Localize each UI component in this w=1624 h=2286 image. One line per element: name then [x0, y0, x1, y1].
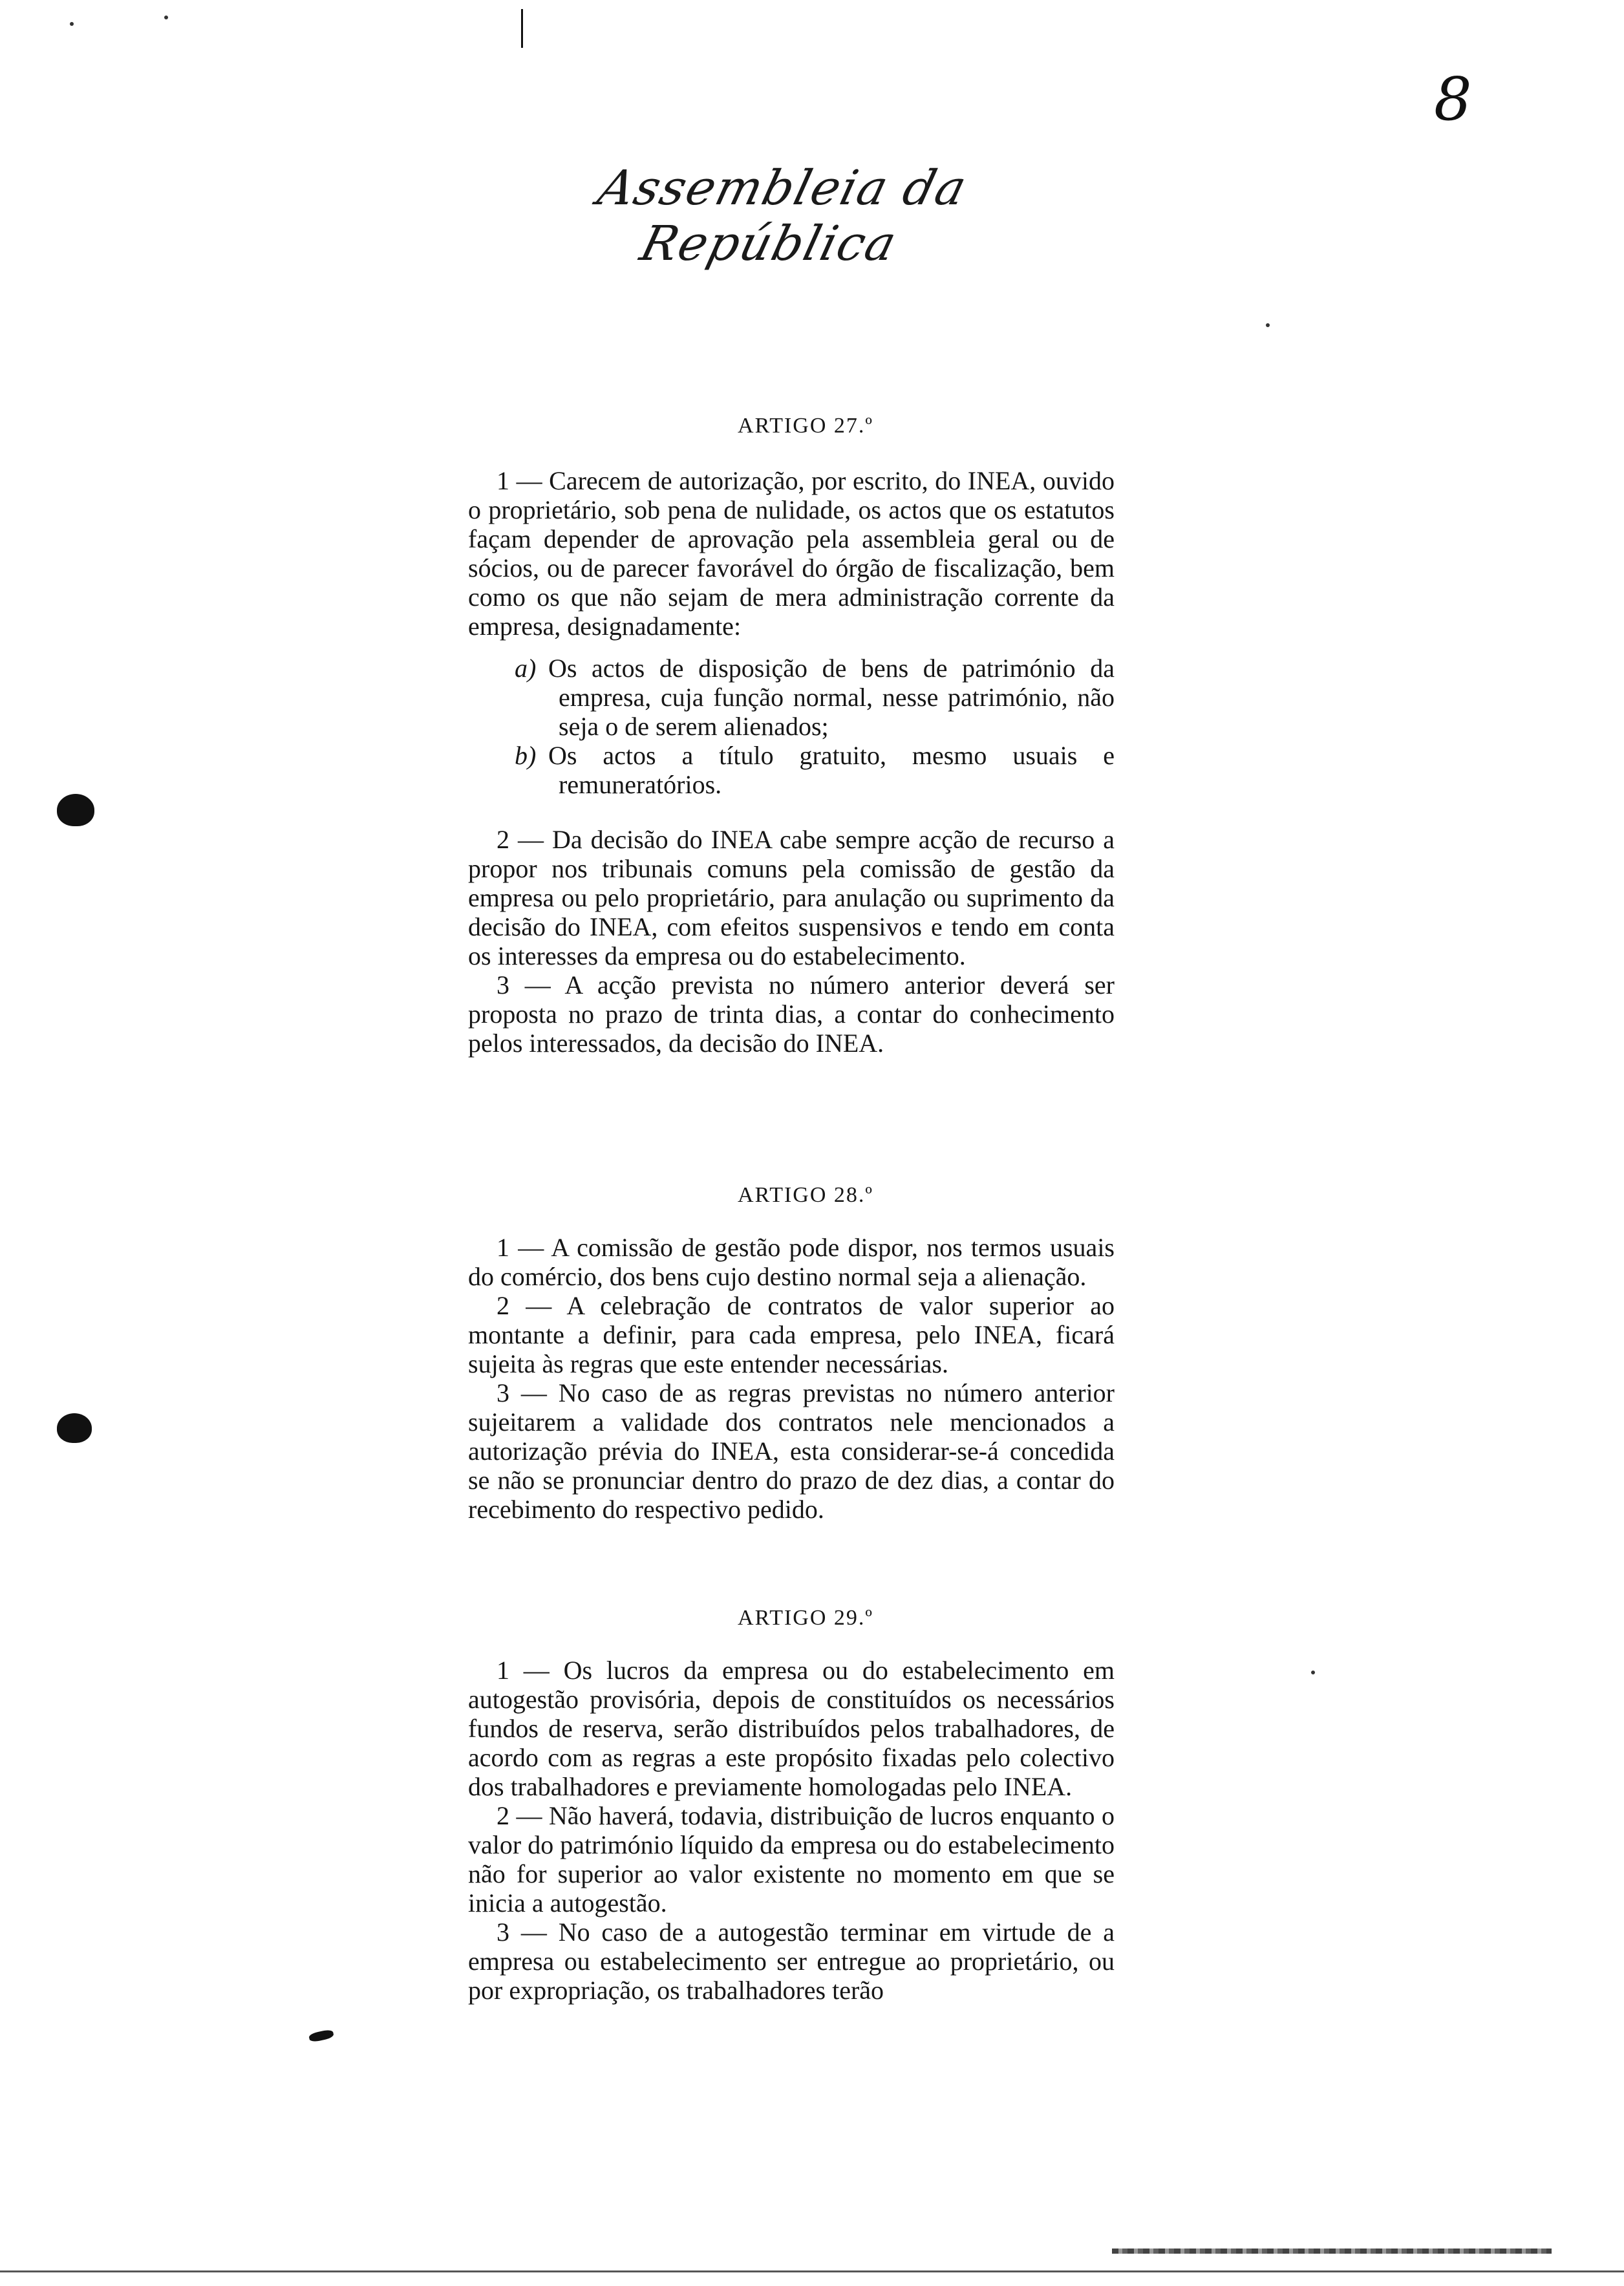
- list-item: [515, 654, 1115, 741]
- scan-noise-strip: [1112, 2249, 1552, 2254]
- article-27: [468, 411, 1115, 1058]
- paragraph: 2 — A celebração de contratos de valor superior ao montante a definir, para cada empresa, pelo INEA, ficará sujeita às regras que este entender necessárias.: [468, 1291, 1115, 1378]
- item-list: [468, 654, 1115, 799]
- article-heading: ARTIGO 29.º: [738, 1606, 873, 1630]
- article-29: [468, 1603, 1115, 2005]
- item-label: b): [515, 741, 537, 770]
- scan-dot: [1311, 1671, 1315, 1674]
- paragraph: 1 — Os lucros da empresa ou do estabelecimento em autogestão provisória, depois de constituídos os necessários fundos de reserva, serão distribuídos pelos trabalhadores, de acordo com as regras a este propósito fixadas pelo colectivo dos trabalhadores e previamente homologadas pelo INEA.: [468, 1656, 1115, 1801]
- paragraph: 2 — Da decisão do INEA cabe sempre acção de recurso a propor nos tribunais comuns pela comissão de gestão da empresa ou pelo proprietário, para anulação ou suprimento da decisão do INEA, com efeitos suspensivos e tendo em conta os interesses da empresa ou do estabelecimento.: [468, 825, 1115, 970]
- scan-dot: [70, 22, 74, 26]
- letterhead: Assembleia da República: [592, 160, 973, 272]
- article-heading: ARTIGO 28.º: [738, 1183, 873, 1207]
- paragraph: 2 — Não haverá, todavia, distribuição de lucros enquanto o valor do património líquido da empresa ou do estabelecimento não for superior ao valor existente no momento em que se inicia a autogestão.: [468, 1801, 1115, 1917]
- page-number: 8: [1434, 65, 1472, 134]
- paragraph: 3 — A acção prevista no número anterior deverá ser proposta no prazo de trinta dias, a contar do conhecimento pelos interessados, da decisão do INEA.: [468, 970, 1115, 1058]
- scan-mark: [521, 9, 523, 48]
- paragraph: 3 — No caso de a autogestão terminar em virtude de a empresa ou estabelecimento ser entregue ao proprietário, ou por expropriação, os trabalhadores terão: [468, 1917, 1115, 2005]
- scan-dot: [164, 16, 168, 19]
- paragraph: 1 — A comissão de gestão pode dispor, nos termos usuais do comércio, dos bens cujo destino normal seja a alienação.: [468, 1233, 1115, 1291]
- list-item: [515, 741, 1115, 799]
- item-label: a): [515, 654, 537, 683]
- item-text: Os actos de disposição de bens de património da empresa, cuja função normal, nesse património, não seja o de serem alienados;: [548, 654, 1115, 741]
- punch-hole-mark: [57, 794, 94, 826]
- paragraph: 3 — No caso de as regras previstas no número anterior sujeitarem a validade dos contratos nele mencionados a autorização prévia do INEA, esta considerar-se-á concedida se não se pronunciar dentro do prazo de dez dias, a contar do recebimento do respectivo pedido.: [468, 1378, 1115, 1524]
- scan-mark: [308, 2029, 334, 2043]
- paragraph: 1 — Carecem de autorização, por escrito, do INEA, ouvido o proprietário, sob pena de nulidade, os actos que os estatutos façam depender de aprovação pela assembleia geral ou de sócios, ou de parecer favorável do órgão de fiscalização, bem como os que não sejam de mera administração corrente da empresa, designadamente:: [468, 466, 1115, 641]
- item-text: Os actos a título gratuito, mesmo usuais e remuneratórios.: [548, 741, 1115, 799]
- scan-edge-line: [0, 2270, 1624, 2272]
- punch-hole-mark: [57, 1413, 92, 1443]
- scan-dot: [1266, 323, 1270, 327]
- article-28: [468, 1180, 1115, 1524]
- article-heading: ARTIGO 27.º: [738, 414, 873, 438]
